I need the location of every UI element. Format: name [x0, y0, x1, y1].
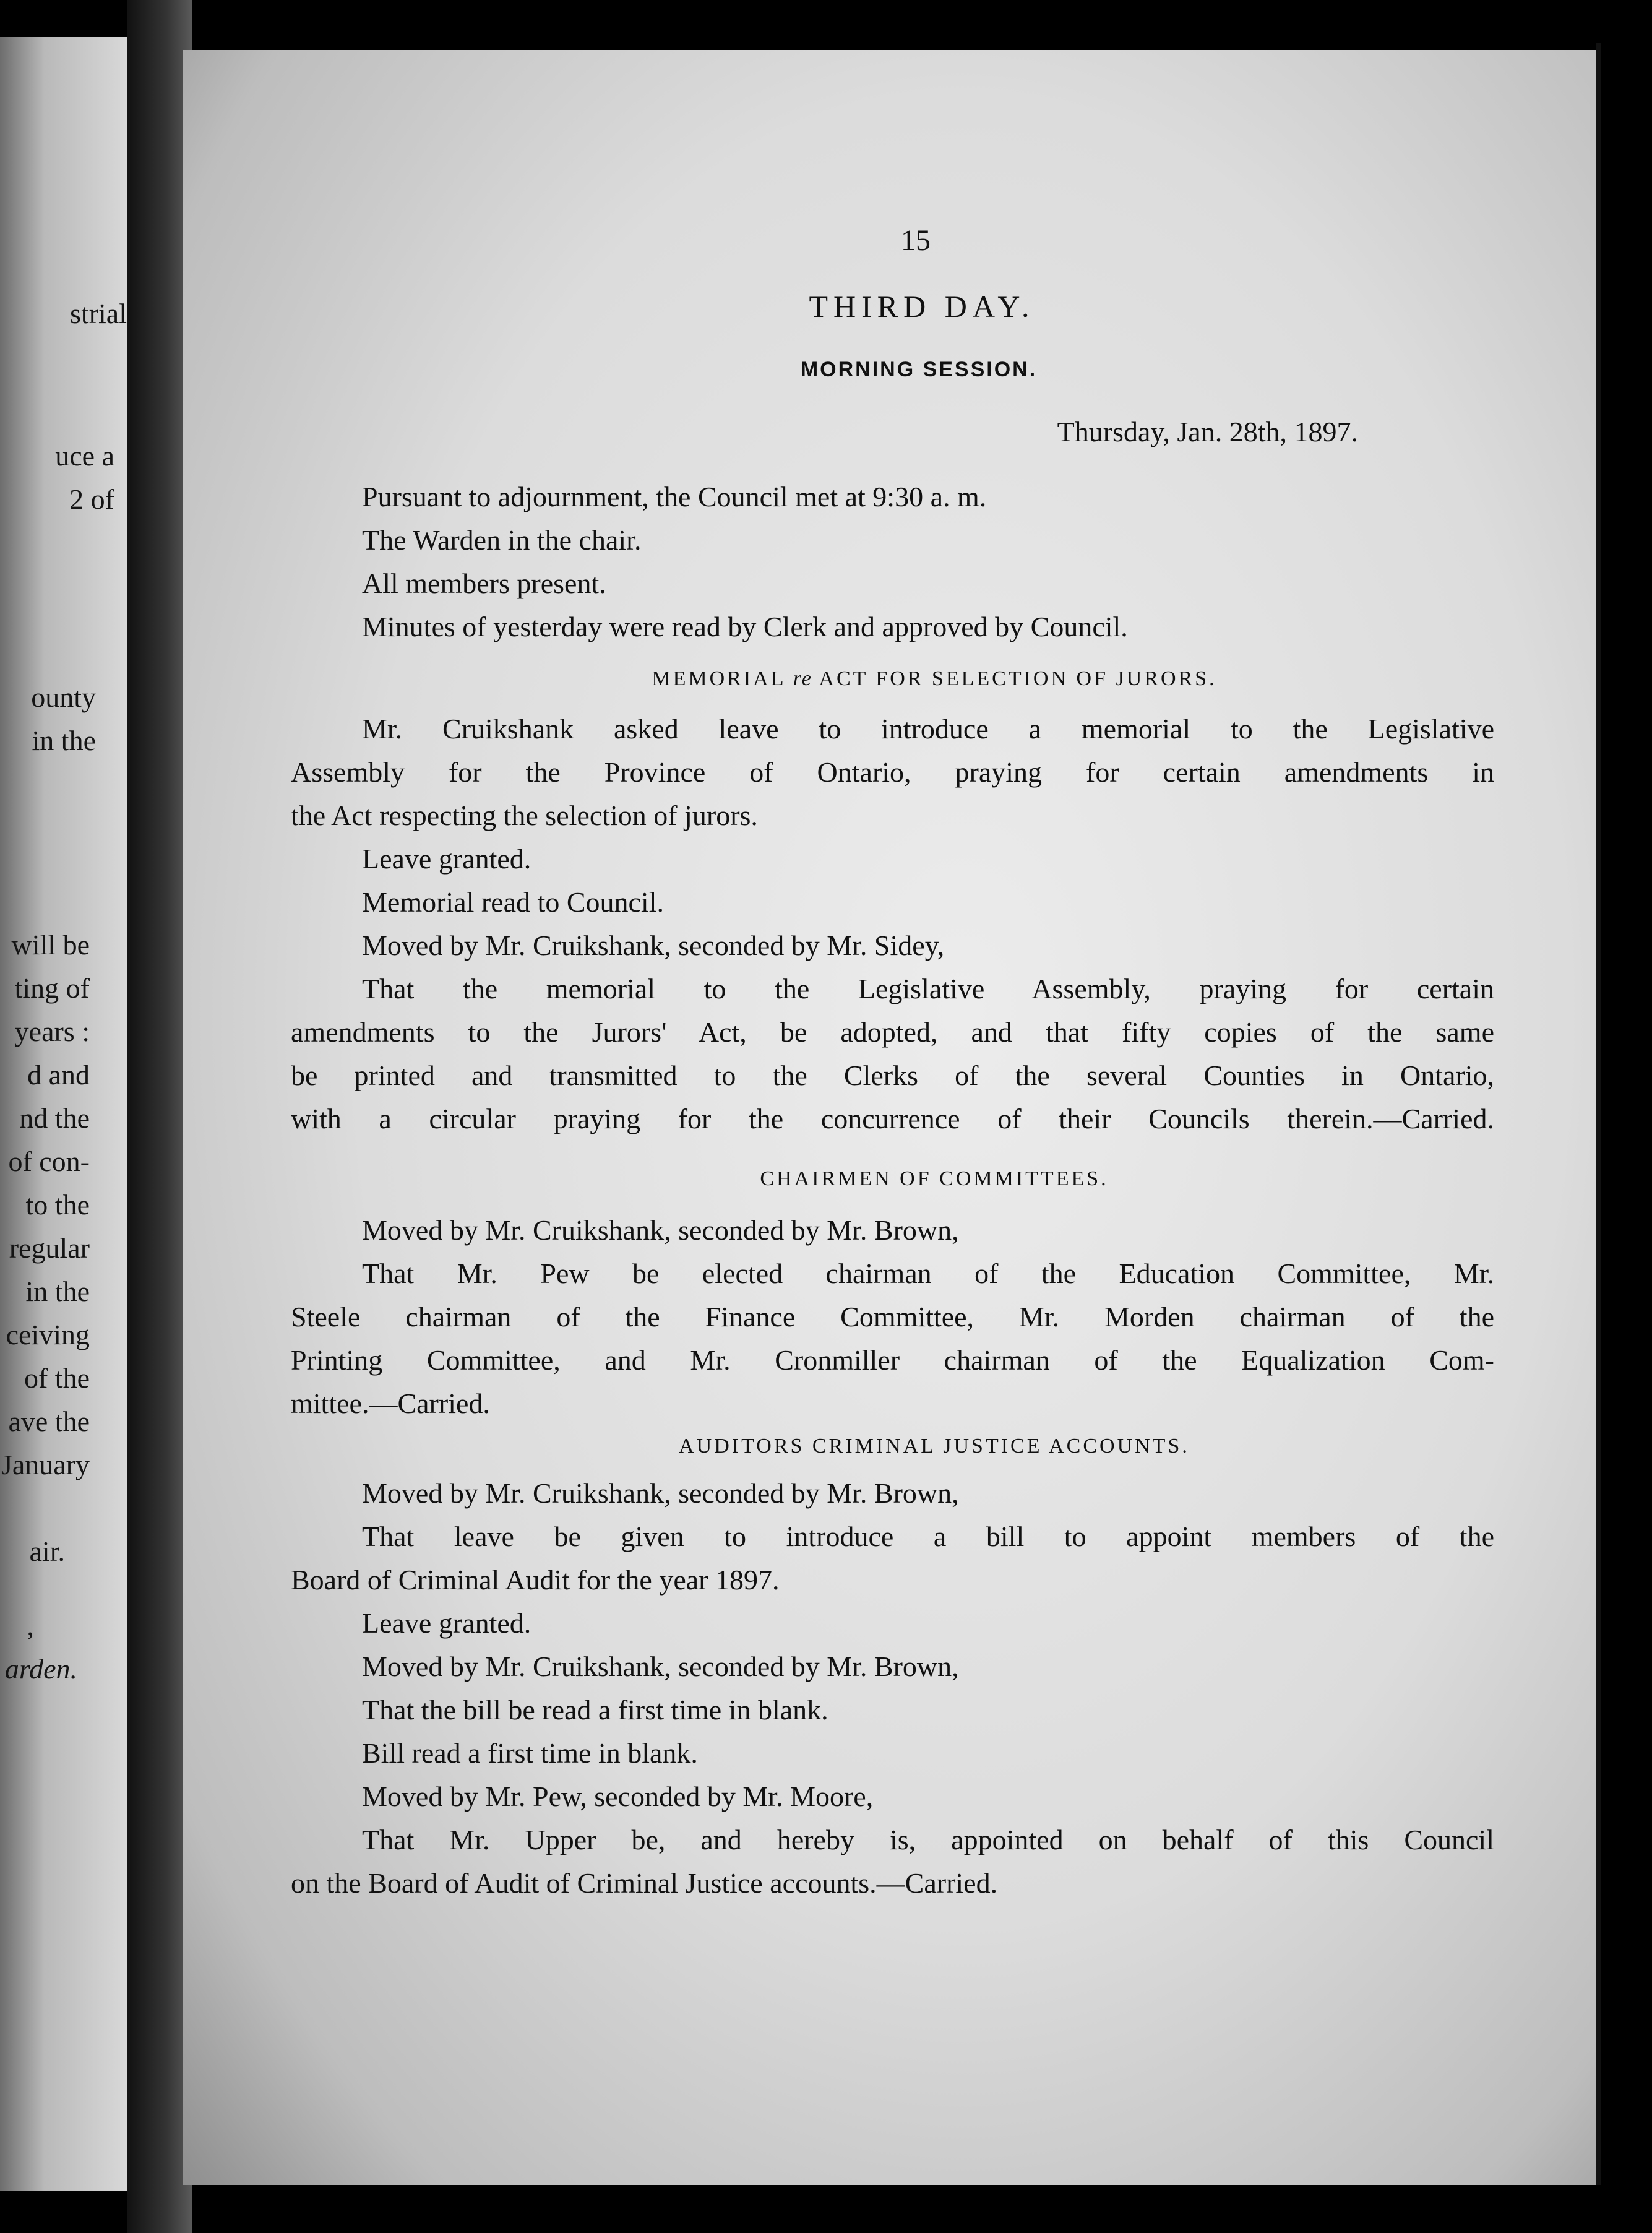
minutes-line: on the Board of Audit of Criminal Justice accounts.—Carried.: [291, 1867, 998, 1899]
heading-text: ACT FOR SELECTION OF JURORS.: [812, 667, 1217, 690]
section-heading-auditors: AUDITORS CRIMINAL JUSTICE ACCOUNTS.: [679, 1435, 1190, 1458]
prev-page-text: in the: [32, 725, 96, 756]
minutes-line: Mr. Cruikshank asked leave to introduce a memorial to the Legislative: [362, 713, 1494, 745]
prev-page-text: years :: [14, 1016, 90, 1047]
prev-page-text: nd the: [19, 1102, 90, 1134]
minutes-line: Leave granted.: [362, 1607, 531, 1639]
minutes-line: with a circular praying for the concurrence of their Councils therein.—Carried.: [291, 1103, 1494, 1134]
session-date: Thursday, Jan. 28th, 1897.: [1057, 416, 1358, 447]
prev-page-text: arden.: [4, 1653, 77, 1685]
minutes-line: Assembly for the Province of Ontario, praying for certain amendments in: [291, 756, 1494, 788]
page-number: 15: [901, 224, 931, 257]
minutes-line: mittee.—Carried.: [291, 1388, 490, 1419]
prev-page-text: ounty: [31, 681, 96, 713]
previous-page-fragment: [0, 37, 127, 2191]
minutes-line: Board of Criminal Audit for the year 1897.: [291, 1564, 780, 1596]
minutes-line: Leave granted.: [362, 843, 531, 875]
minutes-line: Moved by Mr. Pew, seconded by Mr. Moore,: [362, 1781, 874, 1812]
prev-page-text: ceiving: [6, 1319, 90, 1350]
prev-page-text: January: [1, 1449, 90, 1480]
minutes-line: be printed and transmitted to the Clerks of the several Counties in Ontario,: [291, 1060, 1494, 1091]
minutes-line: Moved by Mr. Cruikshank, seconded by Mr. Brown,: [362, 1477, 959, 1509]
minutes-line: That the bill be read a first time in blank.: [362, 1694, 828, 1726]
minutes-line: Moved by Mr. Cruikshank, seconded by Mr. Brown,: [362, 1214, 959, 1246]
prev-page-text: air.: [29, 1535, 65, 1567]
minutes-line: The Warden in the chair.: [362, 524, 642, 556]
prev-page-text: regular: [9, 1232, 90, 1264]
minutes-line: Pursuant to adjournment, the Council met at 9:30 a. m.: [362, 481, 987, 512]
section-heading-chairmen: CHAIRMEN OF COMMITTEES.: [760, 1167, 1109, 1190]
prev-page-text: of the: [24, 1362, 90, 1394]
minutes-line: That leave be given to introduce a bill to appoint members of the: [362, 1521, 1494, 1552]
minutes-line: All members present.: [362, 568, 606, 599]
minutes-line: Moved by Mr. Cruikshank, seconded by Mr. Brown,: [362, 1651, 959, 1682]
heading-text: MEMORIAL: [652, 667, 793, 690]
prev-page-text: to the: [25, 1189, 90, 1220]
document-page: [183, 50, 1599, 2185]
minutes-line: Printing Committee, and Mr. Cronmiller chairman of the Equalization Com-: [291, 1344, 1494, 1376]
minutes-line: That Mr. Upper be, and hereby is, appointed on behalf of this Council: [362, 1824, 1494, 1855]
prev-page-text: ,: [27, 1610, 34, 1641]
prev-page-text: in the: [25, 1276, 90, 1307]
section-heading-memorial: [183, 668, 1599, 689]
prev-page-text: uce a: [55, 440, 114, 472]
prev-page-text: strial: [70, 298, 127, 329]
prev-page-text: 2 of: [69, 483, 114, 515]
minutes-line: the Act respecting the selection of jurors.: [291, 800, 758, 831]
prev-page-text: will be: [11, 929, 90, 961]
session-heading: MORNING SESSION.: [800, 358, 1038, 381]
prev-page-text: ave the: [8, 1406, 90, 1437]
heading-text-italic: re: [793, 667, 812, 690]
prev-page-text: of con-: [8, 1146, 90, 1177]
minutes-line: Steele chairman of the Finance Committee, Mr. Morden chairman of the: [291, 1301, 1494, 1332]
day-title: THIRD DAY.: [809, 289, 1035, 324]
minutes-line: Bill read a first time in blank.: [362, 1737, 698, 1769]
minutes-line: That Mr. Pew be elected chairman of the Education Committee, Mr.: [362, 1258, 1494, 1289]
page-edge-rule: [1596, 43, 1601, 2185]
minutes-line: Memorial read to Council.: [362, 886, 664, 918]
minutes-line: Moved by Mr. Cruikshank, seconded by Mr. Sidey,: [362, 930, 945, 961]
minutes-line: amendments to the Jurors' Act, be adopted, and that fifty copies of the same: [291, 1016, 1494, 1048]
minutes-line: That the memorial to the Legislative Assembly, praying for certain: [362, 973, 1494, 1004]
prev-page-text: d and: [27, 1059, 90, 1091]
prev-page-text: ting of: [14, 972, 90, 1004]
minutes-line: Minutes of yesterday were read by Clerk and approved by Council.: [362, 611, 1128, 642]
